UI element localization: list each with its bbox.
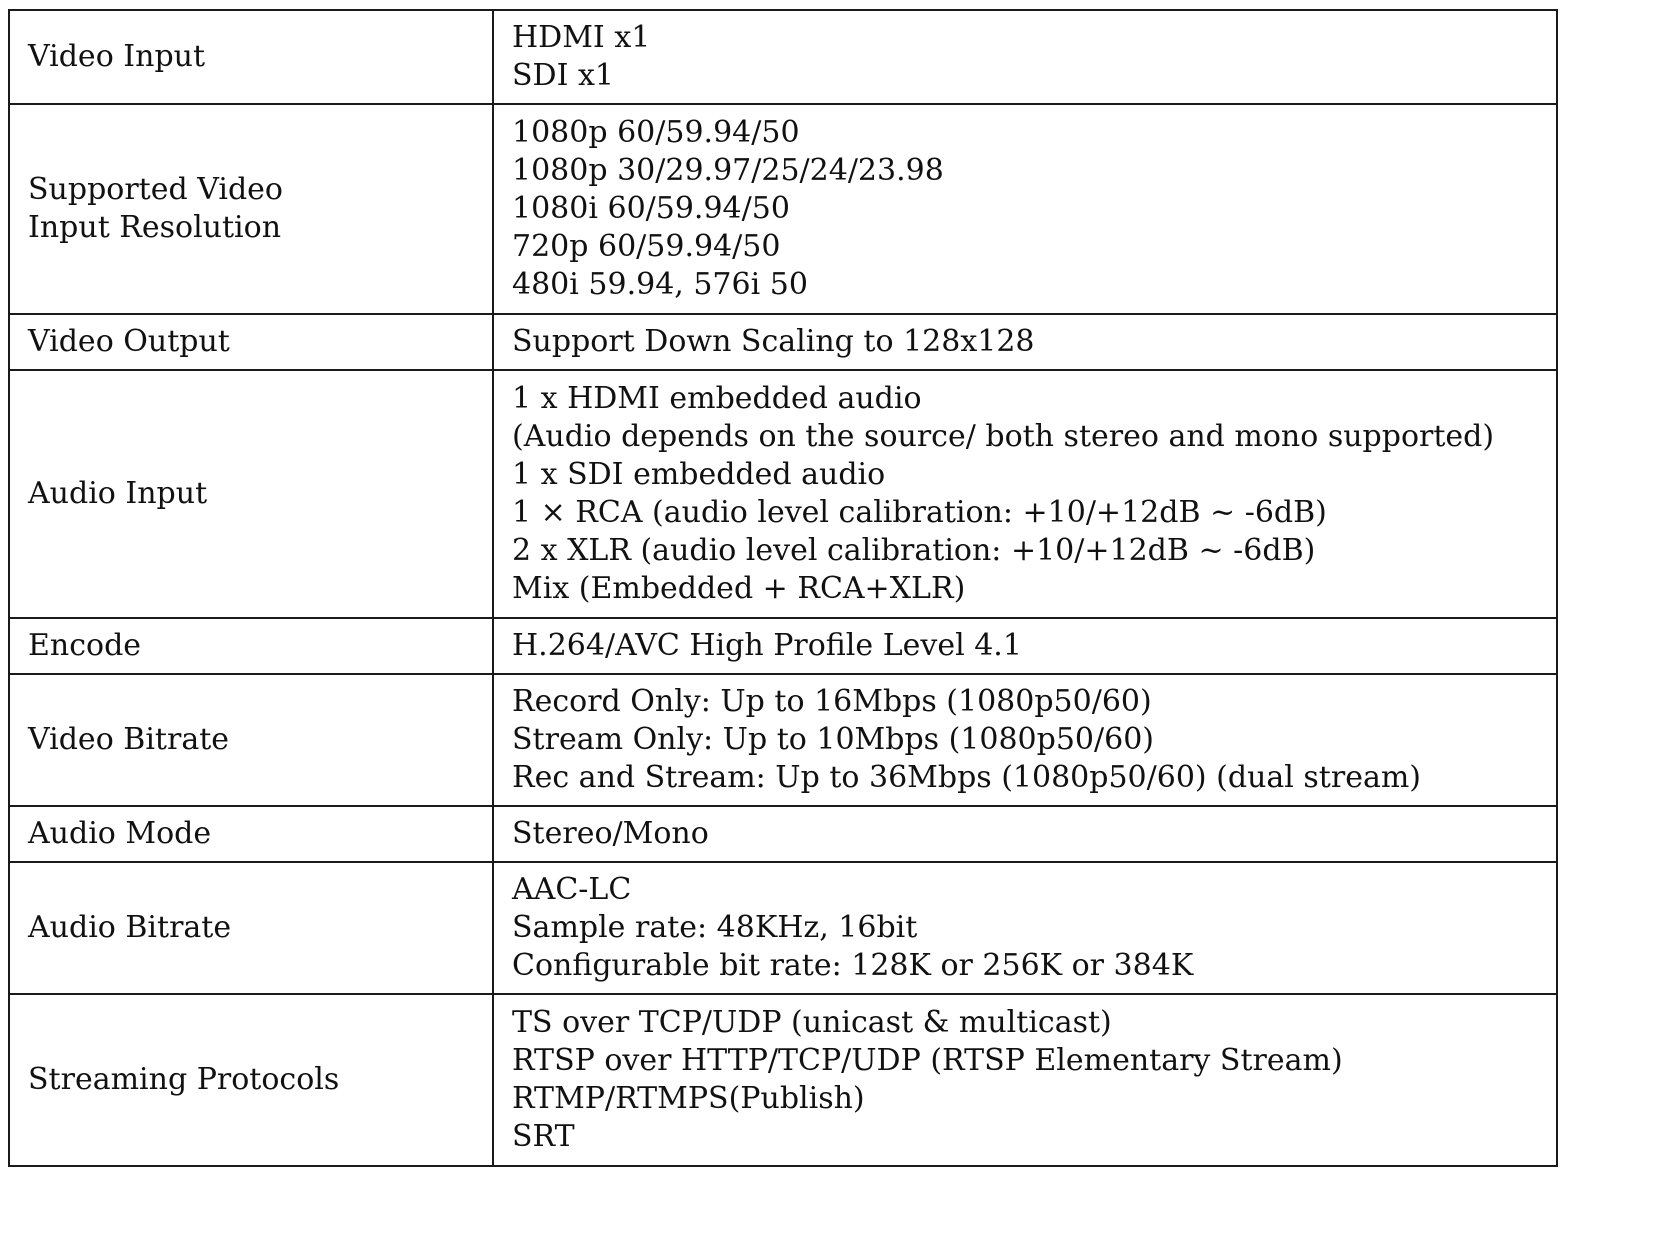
spec-label-cell [9,618,493,674]
spec-value-line: Stereo/Mono [512,816,709,851]
spec-label-cell [9,674,493,806]
spec-value-line: Sample rate: 48KHz, 16bit [512,910,918,945]
spec-row-audio-bitrate [9,862,1557,994]
spec-value-line: 1 × RCA (audio level calibration: +10/+12dB ~ -6dB) [512,495,1327,530]
spec-label-cell [9,370,493,618]
spec-value-line: HDMI x1 [512,20,651,55]
spec-row-video-input [9,10,1557,104]
spec-label: Audio Input [28,476,208,511]
spec-value-line: Record Only: Up to 16Mbps (1080p50/60) [512,684,1152,719]
spec-row-video-bitrate [9,674,1557,806]
spec-value-line: (Audio depends on the source/ both stereo and mono supported) [512,419,1495,454]
spec-value-line: 2 x XLR (audio level calibration: +10/+12dB ~ -6dB) [512,533,1316,568]
spec-value-line: TS over TCP/UDP (unicast & multicast) [512,1005,1112,1040]
spec-label: Streaming Protocols [28,1062,340,1097]
spec-value-line: SRT [512,1119,575,1154]
spec-value-cell [493,618,1557,674]
spec-value-line: 720p 60/59.94/50 [512,229,781,264]
spec-value-line: 1 x HDMI embedded audio [512,381,922,416]
spec-label-cell [9,104,493,314]
spec-label: Video Bitrate [28,722,230,757]
spec-row-supported-resolution [9,104,1557,314]
spec-value-cell [493,862,1557,994]
spec-value-cell [493,994,1557,1166]
spec-value-line: Stream Only: Up to 10Mbps (1080p50/60) [512,722,1154,757]
spec-value-line: 480i 59.94, 576i 50 [512,267,808,302]
spec-value-line: Mix (Embedded + RCA+XLR) [512,571,966,606]
spec-label: Video Input [28,39,206,74]
spec-row-audio-mode [9,806,1557,862]
spec-row-encode [9,618,1557,674]
spec-label-cell [9,806,493,862]
spec-value-line: RTMP/RTMPS(Publish) [512,1081,865,1116]
spec-label: Encode [28,628,142,663]
spec-value-line: AAC-LC [512,872,632,907]
spec-label: Supported Video Input Resolution [28,172,283,245]
spec-value-line: 1080p 30/29.97/25/24/23.98 [512,153,944,188]
spec-value-line: SDI x1 [512,58,614,93]
spec-value-cell [493,370,1557,618]
spec-value-line: Configurable bit rate: 128K or 256K or 384K [512,948,1194,983]
spec-value-cell [493,674,1557,806]
spec-value-cell [493,314,1557,370]
spec-value-line: 1080i 60/59.94/50 [512,191,790,226]
spec-label: Audio Mode [28,816,212,851]
spec-label: Video Output [28,324,230,359]
spec-value-cell [493,806,1557,862]
spec-table [8,9,1558,1167]
spec-value-line: Support Down Scaling to 128x128 [512,324,1035,359]
spec-label-cell [9,10,493,104]
spec-value-line: Rec and Stream: Up to 36Mbps (1080p50/60) (dual stream) [512,760,1421,795]
spec-value-line: 1080p 60/59.94/50 [512,115,800,150]
spec-value-line: 1 x SDI embedded audio [512,457,886,492]
spec-label-cell [9,862,493,994]
spec-row-video-output [9,314,1557,370]
spec-label: Audio Bitrate [28,910,232,945]
spec-value-line: RTSP over HTTP/TCP/UDP (RTSP Elementary Stream) [512,1043,1343,1078]
spec-label-cell [9,314,493,370]
spec-row-audio-input [9,370,1557,618]
spec-value-cell [493,104,1557,314]
spec-label-cell [9,994,493,1166]
spec-value-line: H.264/AVC High Profile Level 4.1 [512,628,1022,663]
spec-row-streaming-protocols [9,994,1557,1166]
spec-value-cell [493,10,1557,104]
